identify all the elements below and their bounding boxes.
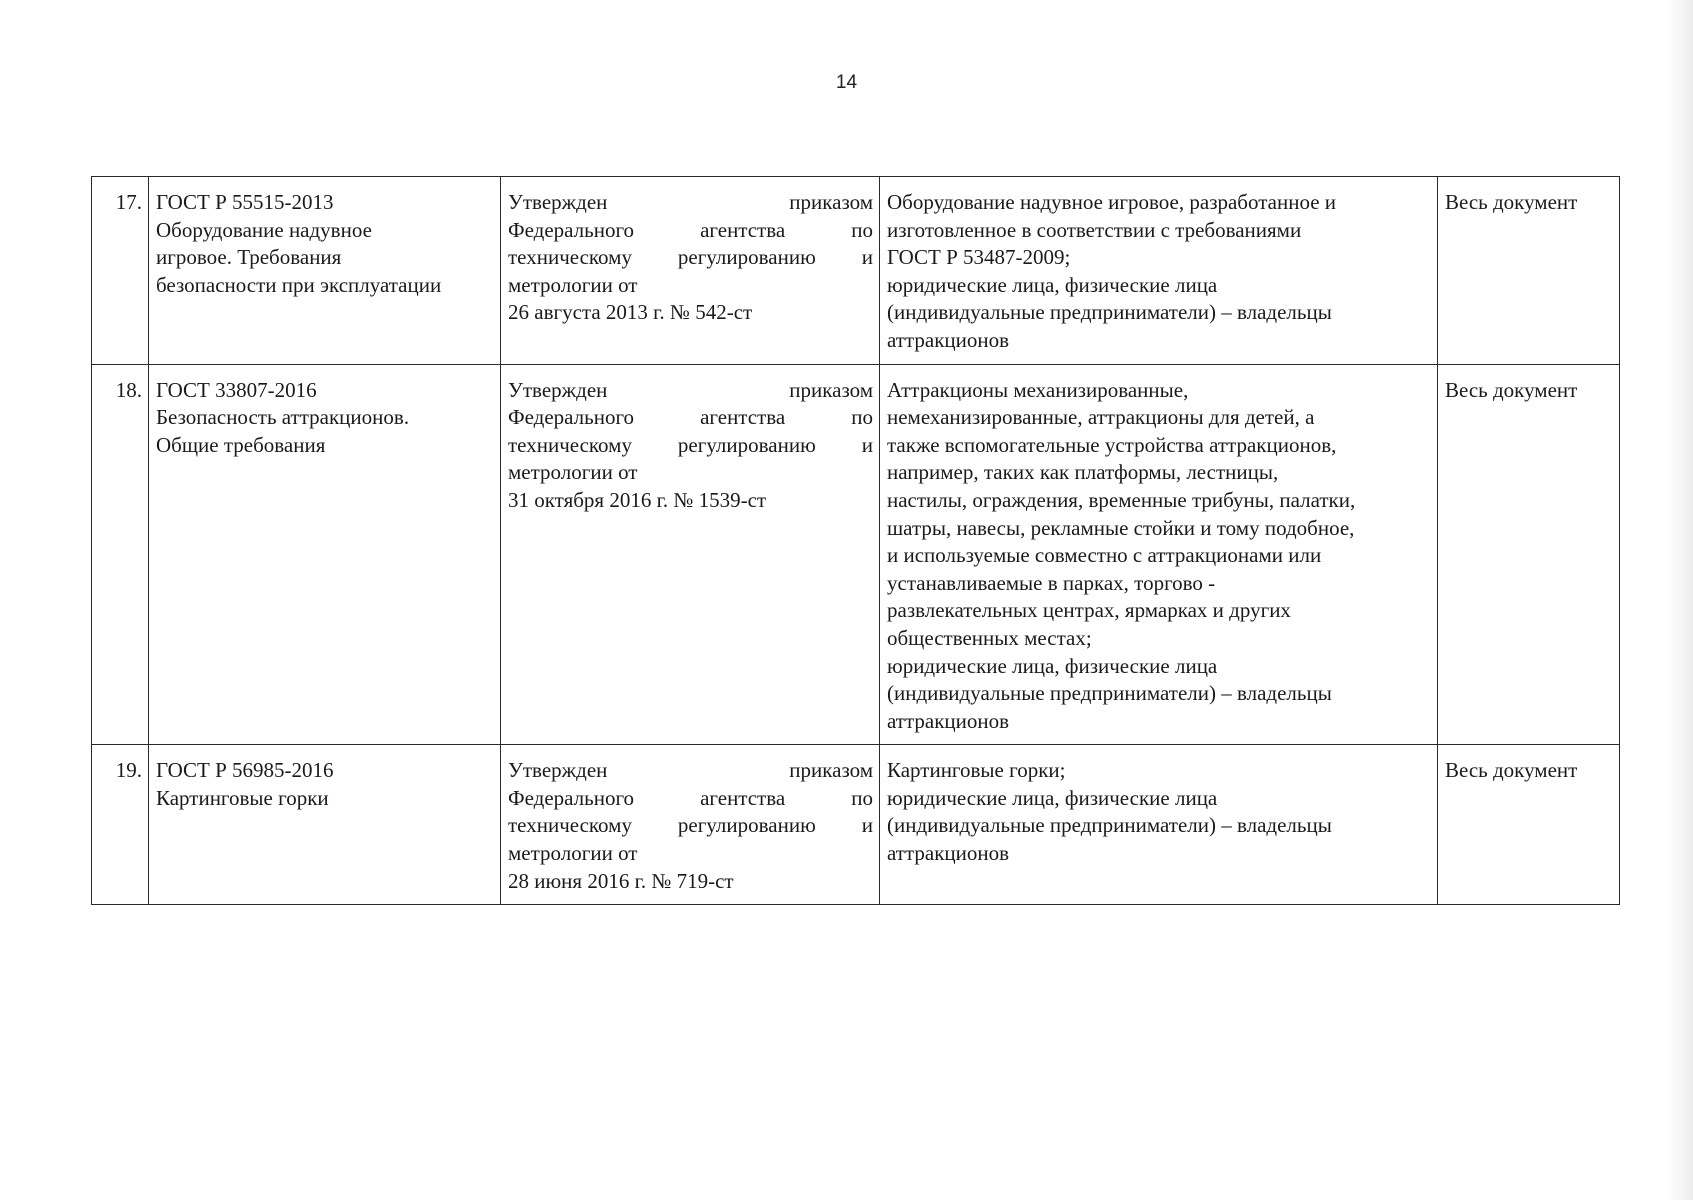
objects-line: немеханизированные, аттракционы для детей, а [887, 405, 1315, 430]
row-number: 17. [92, 177, 149, 365]
standard-line: игровое. Требования [156, 245, 342, 270]
objects-line: изготовленное в соответствии с требованиями [887, 217, 1302, 242]
scope-cell: Весь документ [1438, 177, 1620, 365]
standards-table [91, 176, 1620, 905]
objects-line: Аттракционы механизированные, [887, 377, 1189, 402]
scope-cell: Весь документ [1438, 745, 1620, 905]
approval-line: техническому регулированию и [508, 432, 873, 457]
standard-line: Оборудование надувное [156, 217, 372, 242]
objects-line: аттракционов [887, 841, 1010, 866]
standard-line: ГОСТ Р 55515-2013 [156, 190, 334, 214]
standard-line: ГОСТ Р 56985-2016 [156, 758, 334, 783]
approval-line: 26 августа 2013 г. № 542-ст [508, 300, 753, 325]
approval-line: метрологии от [508, 460, 638, 485]
approval-line: метрологии от [508, 272, 638, 297]
standard-line: ГОСТ 33807-2016 [156, 377, 317, 402]
approval-cell [501, 364, 880, 745]
scan-edge [1667, 0, 1693, 1200]
approval-cell [501, 177, 880, 365]
objects-line: (индивидуальные предприниматели) – владельцы [887, 681, 1332, 706]
table-row [92, 177, 1620, 365]
approval-line: метрологии от [508, 841, 638, 866]
objects-line: аттракционов [887, 708, 1010, 733]
approval-line: техническому регулированию и [508, 245, 873, 270]
objects-line: и используемые совместно с аттракционами или [887, 543, 1322, 568]
objects-line: устанавливаемые в парках, торгово - [887, 570, 1216, 595]
approval-cell [501, 745, 880, 905]
row-number: 19. [92, 745, 149, 905]
standard-cell [149, 177, 501, 365]
standard-cell [149, 364, 501, 745]
objects-line: общественных местах; [887, 625, 1092, 650]
objects-line: настилы, ограждения, временные трибуны, палатки, [887, 487, 1356, 512]
objects-cell [880, 177, 1438, 365]
objects-line: ГОСТ Р 53487-2009; [887, 245, 1071, 270]
objects-line: юридические лица, физические лица [887, 785, 1218, 810]
table-row [92, 364, 1620, 745]
approval-line: 31 октября 2016 г. № 1539-ст [508, 487, 767, 512]
approval-line: Утвержден приказом [508, 377, 873, 402]
standard-line: Картинговые горки [156, 785, 329, 810]
objects-cell [880, 364, 1438, 745]
objects-line: также вспомогательные устройства аттракционов, [887, 432, 1337, 457]
objects-cell [880, 745, 1438, 905]
objects-line: (индивидуальные предприниматели) – владельцы [887, 300, 1332, 325]
approval-line: техническому регулированию и [508, 813, 873, 838]
approval-line: Утвержден приказом [508, 190, 873, 214]
objects-line: шатры, навесы, рекламные стойки и тому подобное, [887, 515, 1355, 540]
objects-line: развлекательных центрах, ярмарках и других [887, 598, 1291, 623]
table-row [92, 745, 1620, 905]
approval-line: Утвержден приказом [508, 758, 873, 783]
objects-line: юридические лица, физические лица [887, 653, 1218, 678]
approval-line: 28 июня 2016 г. № 719-ст [508, 868, 734, 893]
standard-cell [149, 745, 501, 905]
objects-line: аттракционов [887, 327, 1010, 352]
approval-line: Федерального агентства по [508, 217, 873, 242]
row-number: 18. [92, 364, 149, 745]
scope-cell: Весь документ [1438, 364, 1620, 745]
standard-line: безопасности при эксплуатации [156, 272, 442, 297]
objects-line: Картинговые горки; [887, 758, 1066, 783]
standard-line: Безопасность аттракционов. [156, 405, 410, 430]
objects-line: например, таких как платформы, лестницы, [887, 460, 1279, 485]
objects-line: Оборудование надувное игровое, разработанное и [887, 190, 1337, 214]
objects-line: юридические лица, физические лица [887, 272, 1218, 297]
approval-line: Федерального агентства по [508, 785, 873, 810]
standard-line: Общие требования [156, 432, 326, 457]
approval-line: Федерального агентства по [508, 405, 873, 430]
page-number: 14 [835, 72, 858, 93]
objects-line: (индивидуальные предприниматели) – владельцы [887, 813, 1332, 838]
